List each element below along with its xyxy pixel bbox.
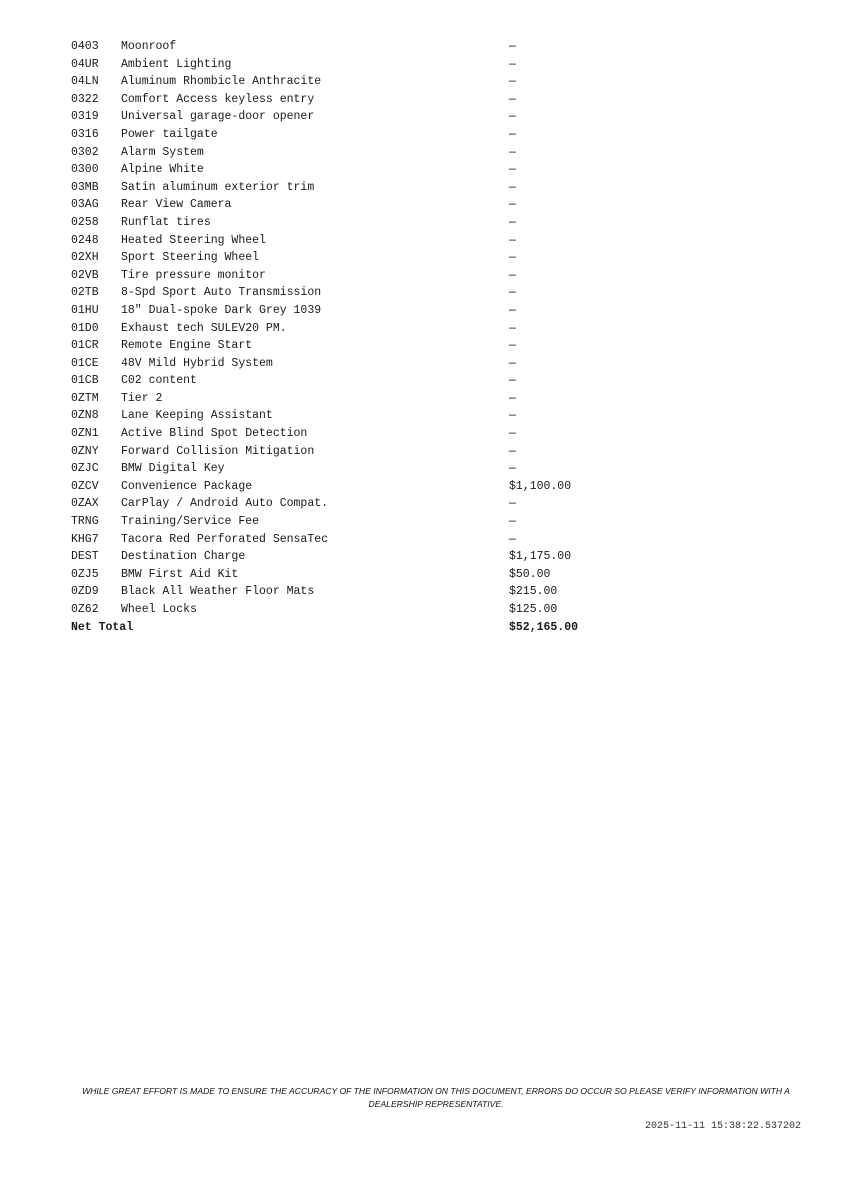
option-description: Tire pressure monitor bbox=[121, 268, 266, 282]
option-code: KHG7 bbox=[71, 532, 99, 546]
option-price: — bbox=[509, 427, 516, 441]
option-row bbox=[71, 566, 691, 584]
option-price: — bbox=[509, 321, 516, 335]
option-code: 0322 bbox=[71, 92, 99, 106]
option-description: 8-Spd Sport Auto Transmission bbox=[121, 286, 322, 300]
option-description: 18" Dual-spoke Dark Grey 1039 bbox=[121, 303, 322, 317]
net-total-value: $52,165.00 bbox=[509, 620, 579, 634]
option-code: 01CR bbox=[71, 339, 99, 353]
option-price: — bbox=[509, 233, 516, 247]
option-description: BMW First Aid Kit bbox=[121, 567, 239, 581]
option-price: — bbox=[509, 339, 516, 353]
option-code: 0316 bbox=[71, 127, 99, 141]
option-row bbox=[71, 161, 691, 179]
option-price: — bbox=[509, 268, 516, 282]
option-description: BMW Digital Key bbox=[121, 462, 225, 476]
option-description: Power tailgate bbox=[121, 127, 218, 141]
option-row bbox=[71, 267, 691, 285]
option-description: Lane Keeping Assistant bbox=[121, 409, 273, 423]
option-row bbox=[71, 425, 691, 443]
option-price: — bbox=[509, 92, 516, 106]
option-description: Heated Steering Wheel bbox=[121, 233, 266, 247]
option-row bbox=[71, 73, 691, 91]
option-price: — bbox=[509, 444, 516, 458]
option-description: Wheel Locks bbox=[121, 603, 197, 616]
option-code: 01HU bbox=[71, 303, 99, 317]
option-description: Black All Weather Floor Mats bbox=[121, 585, 315, 599]
net-total-row bbox=[71, 619, 691, 637]
option-price: — bbox=[509, 110, 516, 124]
option-row bbox=[71, 495, 691, 513]
option-code: 0ZN8 bbox=[71, 409, 99, 423]
option-code: 0ZN1 bbox=[71, 427, 99, 441]
option-row bbox=[71, 284, 691, 302]
net-total-label: Net Total bbox=[71, 620, 134, 634]
option-description: Alpine White bbox=[121, 163, 204, 177]
option-row bbox=[71, 355, 691, 373]
option-price: — bbox=[509, 75, 516, 89]
option-description: Ambient Lighting bbox=[121, 57, 232, 71]
option-row bbox=[71, 478, 691, 496]
option-price: — bbox=[509, 409, 516, 423]
option-code: 02XH bbox=[71, 251, 99, 265]
option-row bbox=[71, 531, 691, 549]
option-price: — bbox=[509, 391, 516, 405]
option-price: — bbox=[509, 57, 516, 71]
option-price: $50.00 bbox=[509, 567, 551, 581]
option-price: $215.00 bbox=[509, 585, 558, 599]
option-row bbox=[71, 601, 691, 619]
option-code: 0248 bbox=[71, 233, 99, 247]
option-row bbox=[71, 443, 691, 461]
option-price: — bbox=[509, 163, 516, 177]
option-description: Moonroof bbox=[121, 40, 177, 53]
option-code: 0258 bbox=[71, 215, 99, 229]
option-code: 04UR bbox=[71, 57, 99, 71]
option-code: 03MB bbox=[71, 180, 99, 194]
disclaimer: WHILE GREAT EFFORT IS MADE TO ENSURE THE ACCURACY OF THE INFORMATION ON THIS DOCUMENT, ERRORS DO OCCUR SO PLEASE VERIFY INFORMATION WITH A DEALERSHIP REPRESENTATIVE. bbox=[82, 1086, 790, 1109]
option-row bbox=[71, 513, 691, 531]
option-price: — bbox=[509, 532, 516, 546]
option-description: Convenience Package bbox=[121, 479, 253, 493]
option-row bbox=[71, 108, 691, 126]
option-description: Remote Engine Start bbox=[121, 339, 253, 353]
option-row bbox=[71, 196, 691, 214]
option-row bbox=[71, 372, 691, 390]
option-row bbox=[71, 38, 691, 56]
option-description: Destination Charge bbox=[121, 550, 246, 564]
option-description: Exhaust tech SULEV20 PM. bbox=[121, 321, 287, 335]
option-code: 0403 bbox=[71, 40, 99, 53]
option-row bbox=[71, 460, 691, 478]
option-code: 04LN bbox=[71, 75, 99, 89]
option-code: DEST bbox=[71, 550, 99, 564]
option-row bbox=[71, 249, 691, 267]
option-description: Forward Collision Mitigation bbox=[121, 444, 315, 458]
option-code: 03AG bbox=[71, 198, 99, 212]
option-row bbox=[71, 337, 691, 355]
option-code: 0319 bbox=[71, 110, 99, 124]
option-code: 01CE bbox=[71, 356, 99, 370]
option-row bbox=[71, 583, 691, 601]
option-description: Runflat tires bbox=[121, 215, 211, 229]
option-price: — bbox=[509, 515, 516, 529]
option-row bbox=[71, 91, 691, 109]
option-row bbox=[71, 390, 691, 408]
option-row bbox=[71, 548, 691, 566]
option-code: 0ZD9 bbox=[71, 585, 99, 599]
option-price: — bbox=[509, 286, 516, 300]
option-description: 48V Mild Hybrid System bbox=[121, 356, 273, 370]
option-code: 0ZNY bbox=[71, 444, 99, 458]
option-row bbox=[71, 144, 691, 162]
option-price: — bbox=[509, 497, 516, 511]
option-code: 02VB bbox=[71, 268, 99, 282]
option-code: 0ZCV bbox=[71, 479, 99, 493]
option-row bbox=[71, 302, 691, 320]
option-description: Rear View Camera bbox=[121, 198, 232, 212]
option-description: Tier 2 bbox=[121, 391, 163, 405]
option-description: Satin aluminum exterior trim bbox=[121, 180, 315, 194]
option-code: 0ZJ5 bbox=[71, 567, 99, 581]
option-description: Universal garage-door opener bbox=[121, 110, 315, 124]
option-code: 0300 bbox=[71, 163, 99, 177]
option-price: — bbox=[509, 40, 516, 53]
option-code: 0Z62 bbox=[71, 603, 99, 616]
option-code: 01D0 bbox=[71, 321, 99, 335]
option-description: Active Blind Spot Detection bbox=[121, 427, 308, 441]
option-description: C02 content bbox=[121, 374, 197, 388]
option-price: — bbox=[509, 356, 516, 370]
option-price: $1,100.00 bbox=[509, 479, 572, 493]
option-description: Aluminum Rhombicle Anthracite bbox=[121, 75, 322, 89]
option-price: — bbox=[509, 145, 516, 159]
option-price: $1,175.00 bbox=[509, 550, 572, 564]
option-row bbox=[71, 126, 691, 144]
option-description: Comfort Access keyless entry bbox=[121, 92, 315, 106]
option-price: $125.00 bbox=[509, 603, 558, 616]
option-row bbox=[71, 56, 691, 74]
option-price: — bbox=[509, 374, 516, 388]
option-price: — bbox=[509, 215, 516, 229]
option-code: 0ZJC bbox=[71, 462, 99, 476]
option-code: 0ZAX bbox=[71, 497, 99, 511]
option-code: 01CB bbox=[71, 374, 99, 388]
option-row bbox=[71, 232, 691, 250]
option-row bbox=[71, 214, 691, 232]
option-code: TRNG bbox=[71, 515, 99, 529]
option-price: — bbox=[509, 180, 516, 194]
option-price: — bbox=[509, 198, 516, 212]
option-code: 02TB bbox=[71, 286, 99, 300]
option-description: Tacora Red Perforated SensaTec bbox=[121, 532, 329, 546]
option-price: — bbox=[509, 303, 516, 317]
option-rows bbox=[71, 38, 691, 619]
option-row bbox=[71, 407, 691, 425]
option-row bbox=[71, 320, 691, 338]
option-code: 0302 bbox=[71, 145, 99, 159]
option-description: Training/Service Fee bbox=[121, 515, 260, 529]
options-table bbox=[71, 38, 691, 636]
option-price: — bbox=[509, 127, 516, 141]
timestamp: 2025-11-11 15:38:22.537202 bbox=[644, 1121, 801, 1132]
option-price: — bbox=[509, 462, 516, 476]
option-description: CarPlay / Android Auto Compat. bbox=[121, 497, 329, 511]
option-description: Alarm System bbox=[121, 145, 204, 159]
option-row bbox=[71, 179, 691, 197]
option-price: — bbox=[509, 251, 516, 265]
option-code: 0ZTM bbox=[71, 391, 99, 405]
option-description: Sport Steering Wheel bbox=[121, 251, 260, 265]
